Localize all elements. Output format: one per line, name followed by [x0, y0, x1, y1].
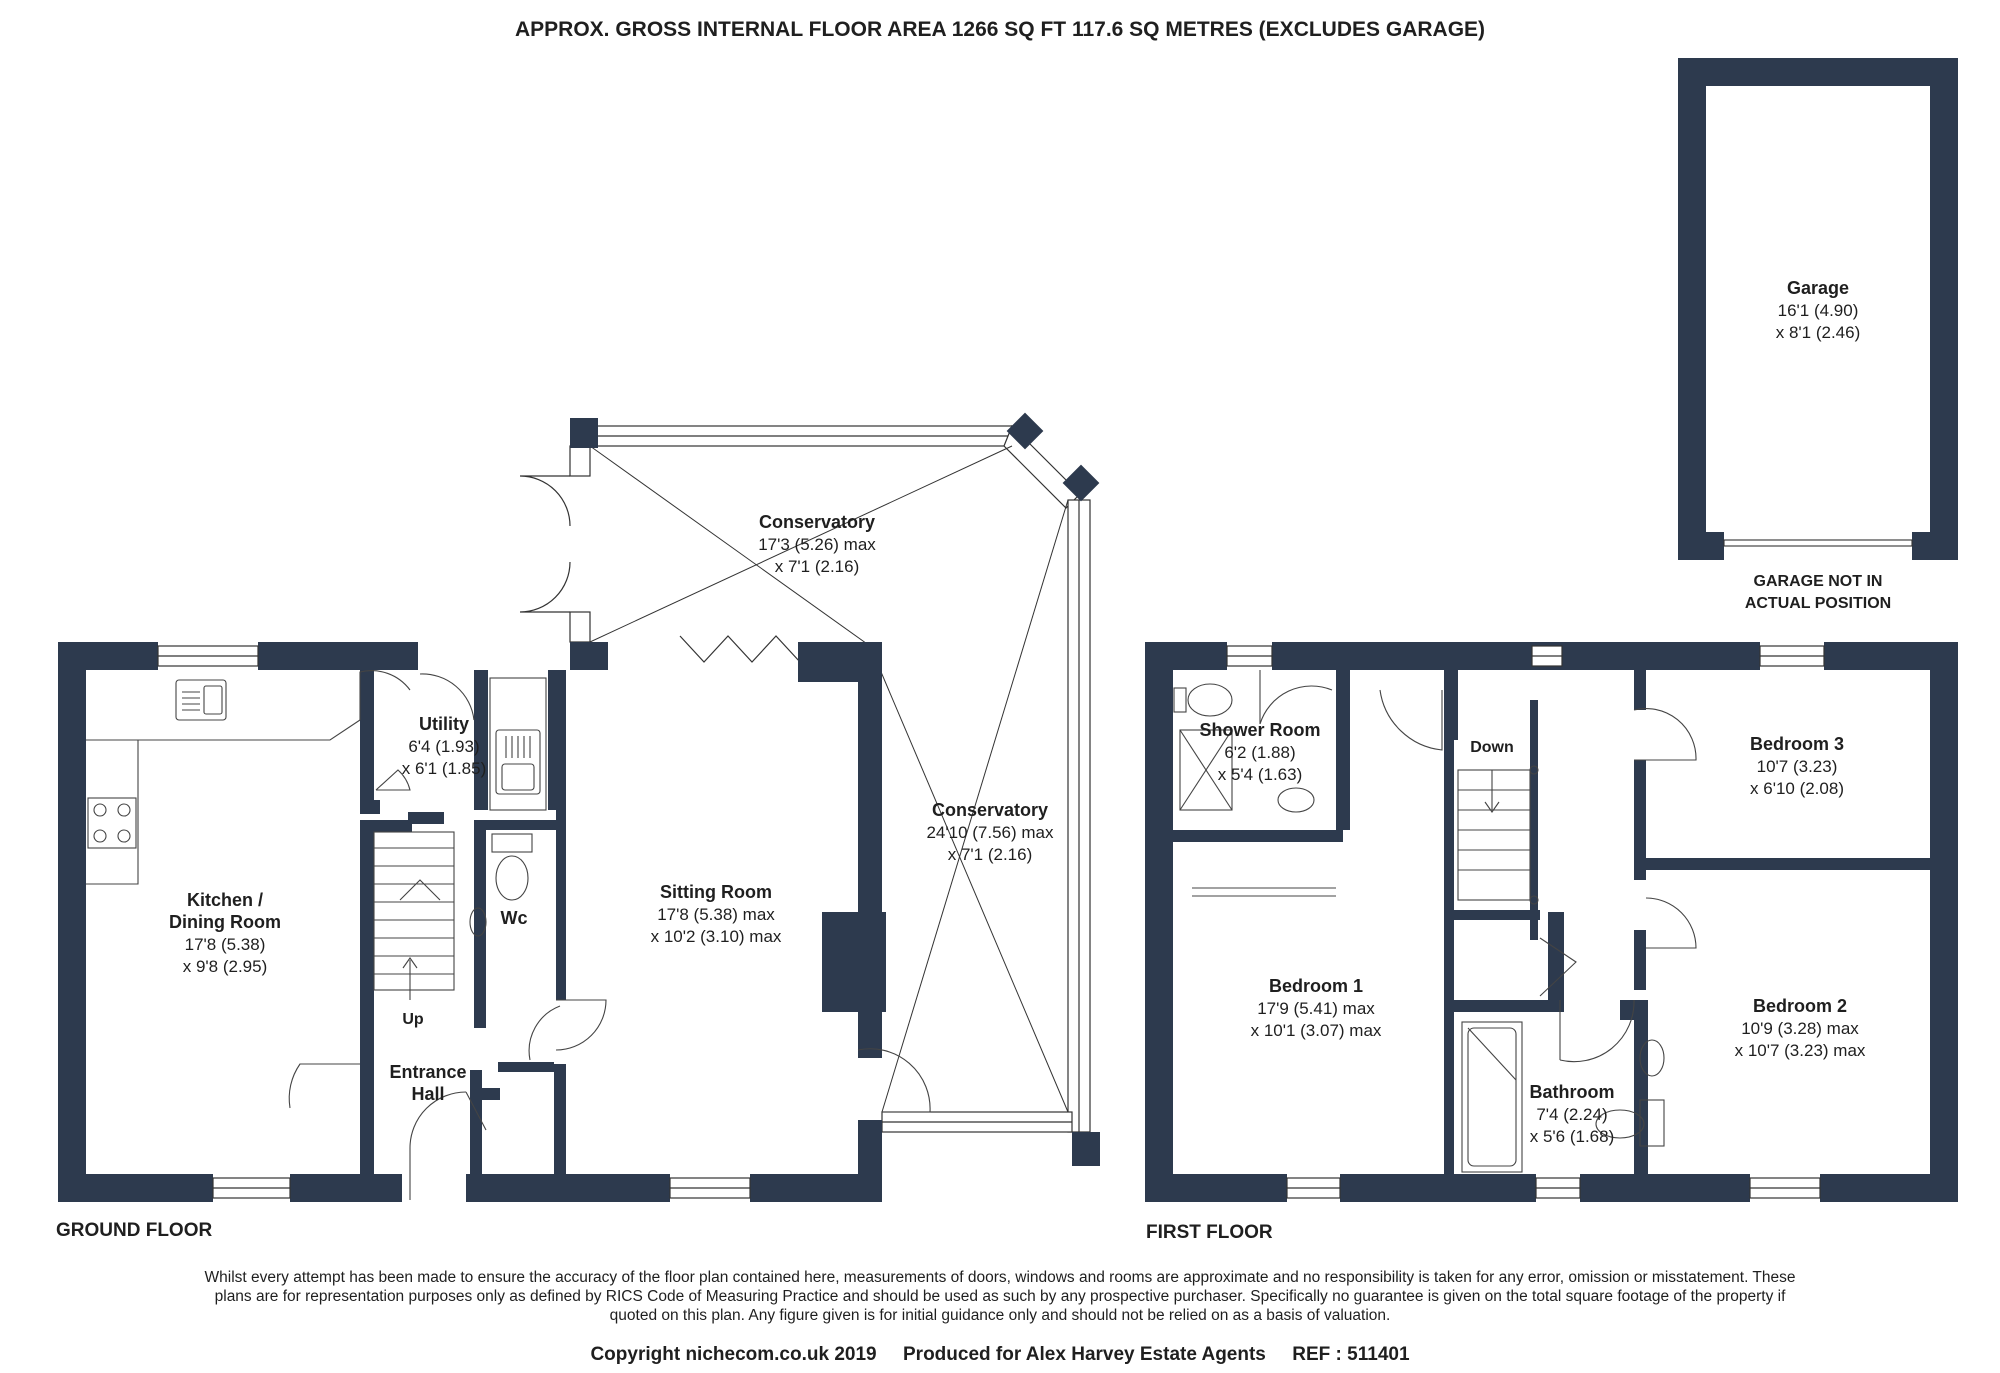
- room-garage: [1776, 278, 1861, 342]
- wc-name: Wc: [500, 908, 528, 928]
- utility-dim-2: x 6'1 (1.85): [401, 759, 487, 778]
- bedroom3-dim-2: x 6'10 (2.08): [1750, 779, 1844, 798]
- bedroom2-dim-1: 10'9 (3.28) max: [1741, 1019, 1859, 1038]
- conservatory-top-dim-2: x 7'1 (2.16): [774, 557, 860, 576]
- shower-dim-1: 6'2 (1.88): [1224, 743, 1296, 762]
- utility-dim-1: 6'4 (1.93): [408, 737, 480, 756]
- shower-dim-2: x 5'4 (1.63): [1217, 765, 1303, 784]
- garage-dim-2: x 8'1 (2.46): [1775, 323, 1861, 342]
- stairs-up-label: Up: [402, 1011, 424, 1028]
- ground-floor-label: GROUND FLOOR: [56, 1220, 213, 1241]
- bathroom-name: Bathroom: [1529, 1082, 1615, 1102]
- page-title: APPROX. GROSS INTERNAL FLOOR AREA 1266 SQ FT 117.6 SQ METRES (EXCLUDES GARAGE): [514, 18, 1486, 41]
- room-conservatory-right: [926, 800, 1054, 864]
- garage-door: [1724, 540, 1912, 546]
- conservatory-french-doors: [520, 476, 570, 612]
- garage-dim-1: 16'1 (4.90): [1777, 301, 1859, 320]
- kitchen-dim-1: 17'8 (5.38): [184, 935, 266, 954]
- conservatory-right-dim-1: 24'10 (7.56) max: [926, 823, 1054, 842]
- room-conservatory-top: [758, 512, 876, 576]
- garage-note: [1745, 573, 1891, 612]
- conservatory-right-name: Conservatory: [931, 800, 1049, 820]
- conservatory-right-dim-2: x 7'1 (2.16): [947, 845, 1033, 864]
- bedroom3-dim-1: 10'7 (3.23): [1756, 757, 1838, 776]
- entrance-name-1: Entrance: [389, 1062, 467, 1082]
- produced-for: Produced for Alex Harvey Estate Agents: [903, 1344, 1266, 1365]
- sitting-dim-2: x 10'2 (3.10) max: [650, 927, 782, 946]
- bathroom-dim-1: 7'4 (2.24): [1536, 1105, 1608, 1124]
- bedroom2-name: Bedroom 2: [1752, 996, 1848, 1016]
- garage-note-2: ACTUAL POSITION: [1744, 595, 1892, 612]
- kitchen-name-2: Dining Room: [169, 912, 281, 932]
- utility-name: Utility: [418, 714, 470, 734]
- bedroom2-dim-2: x 10'7 (3.23) max: [1734, 1041, 1866, 1060]
- room-bedroom-2: [1735, 996, 1866, 1060]
- room-bathroom: [1530, 1082, 1615, 1146]
- bathroom-dim-2: x 5'6 (1.68): [1529, 1127, 1615, 1146]
- shower-name: Shower Room: [1199, 720, 1321, 740]
- garage-name: Garage: [1786, 278, 1850, 298]
- first-floor-label: FIRST FLOOR: [1146, 1222, 1273, 1243]
- copyright: Copyright nichecom.co.uk 2019: [590, 1344, 877, 1365]
- stairs-down-label: Down: [1470, 739, 1514, 756]
- footer-credits: [0, 1344, 2000, 1366]
- bedroom1-name: Bedroom 1: [1268, 976, 1364, 996]
- conservatory-top-name: Conservatory: [758, 512, 876, 532]
- room-sitting: [651, 882, 782, 946]
- garage-note-1: GARAGE NOT IN: [1753, 573, 1883, 590]
- room-utility: [402, 714, 487, 778]
- sitting-dim-1: 17'8 (5.38) max: [657, 905, 775, 924]
- disclaimer: Whilst every attempt has been made to ensure the accuracy of the floor plan contained here, measurements of doors, windows and rooms are approximate and no responsibility is taken for any error, omission or misstatement. These plans are for representation purposes only as defined by RICS Code of Measuring Practice and should be used as such by any prospective purchaser. Specifically no guarantee is given on the total square footage of the property if quoted on this plan. Any figure given is for initial guidance only and should not be relied on as a basis of valuation.: [204, 1269, 1796, 1324]
- room-kitchen: [169, 890, 281, 976]
- reference: REF : 511401: [1292, 1344, 1410, 1365]
- conservatory-top-dim-1: 17'3 (5.26) max: [758, 535, 876, 554]
- entrance-name-2: Hall: [411, 1084, 445, 1104]
- kitchen-name-1: Kitchen /: [186, 890, 264, 910]
- kitchen-dim-2: x 9'8 (2.95): [182, 957, 268, 976]
- room-bedroom-3: [1750, 734, 1844, 798]
- bedroom3-name: Bedroom 3: [1749, 734, 1845, 754]
- bedroom1-dim-2: x 10'1 (3.07) max: [1250, 1021, 1382, 1040]
- bedroom1-dim-1: 17'9 (5.41) max: [1257, 999, 1375, 1018]
- bifold-door: [680, 636, 800, 662]
- sitting-name: Sitting Room: [660, 882, 772, 902]
- room-bedroom-1: [1251, 976, 1382, 1040]
- room-entrance-hall: [389, 1062, 466, 1104]
